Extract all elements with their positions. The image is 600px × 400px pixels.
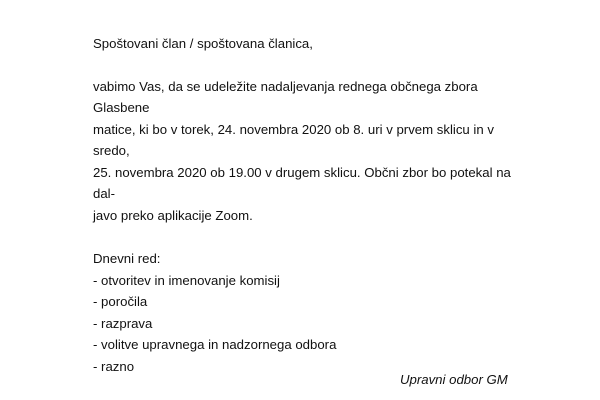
invitation-paragraph bbox=[93, 76, 533, 227]
agenda-item: - razno bbox=[93, 358, 135, 374]
agenda-item: - razprava bbox=[93, 315, 153, 331]
agenda-title: Dnevni red: bbox=[93, 251, 161, 266]
agenda-item: - poročila bbox=[93, 294, 148, 310]
salutation: Spoštovani član / spoštovana članica, bbox=[93, 36, 313, 51]
paragraph-line: 25. novembra 2020 ob 19.00 v drugem sklicu. Občni zbor bo potekal na dal- bbox=[93, 164, 511, 201]
agenda-list bbox=[93, 270, 533, 378]
paragraph-line: vabimo Vas, da se udeležite nadaljevanja rednega občnega zbora Glasbene bbox=[93, 78, 478, 115]
letter-page bbox=[93, 33, 533, 377]
agenda-item: - otvoritev in imenovanje komisij bbox=[93, 272, 280, 288]
paragraph-line: matice, ki bo v torek, 24. novembra 2020 ob 8. uri v prvem sklicu in v sredo, bbox=[93, 121, 494, 158]
agenda-item: - volitve upravnega in nadzornega odbora bbox=[93, 337, 337, 353]
paragraph-line: javo preko aplikacije Zoom. bbox=[93, 207, 253, 223]
signature: Upravni odbor GM bbox=[400, 372, 508, 387]
